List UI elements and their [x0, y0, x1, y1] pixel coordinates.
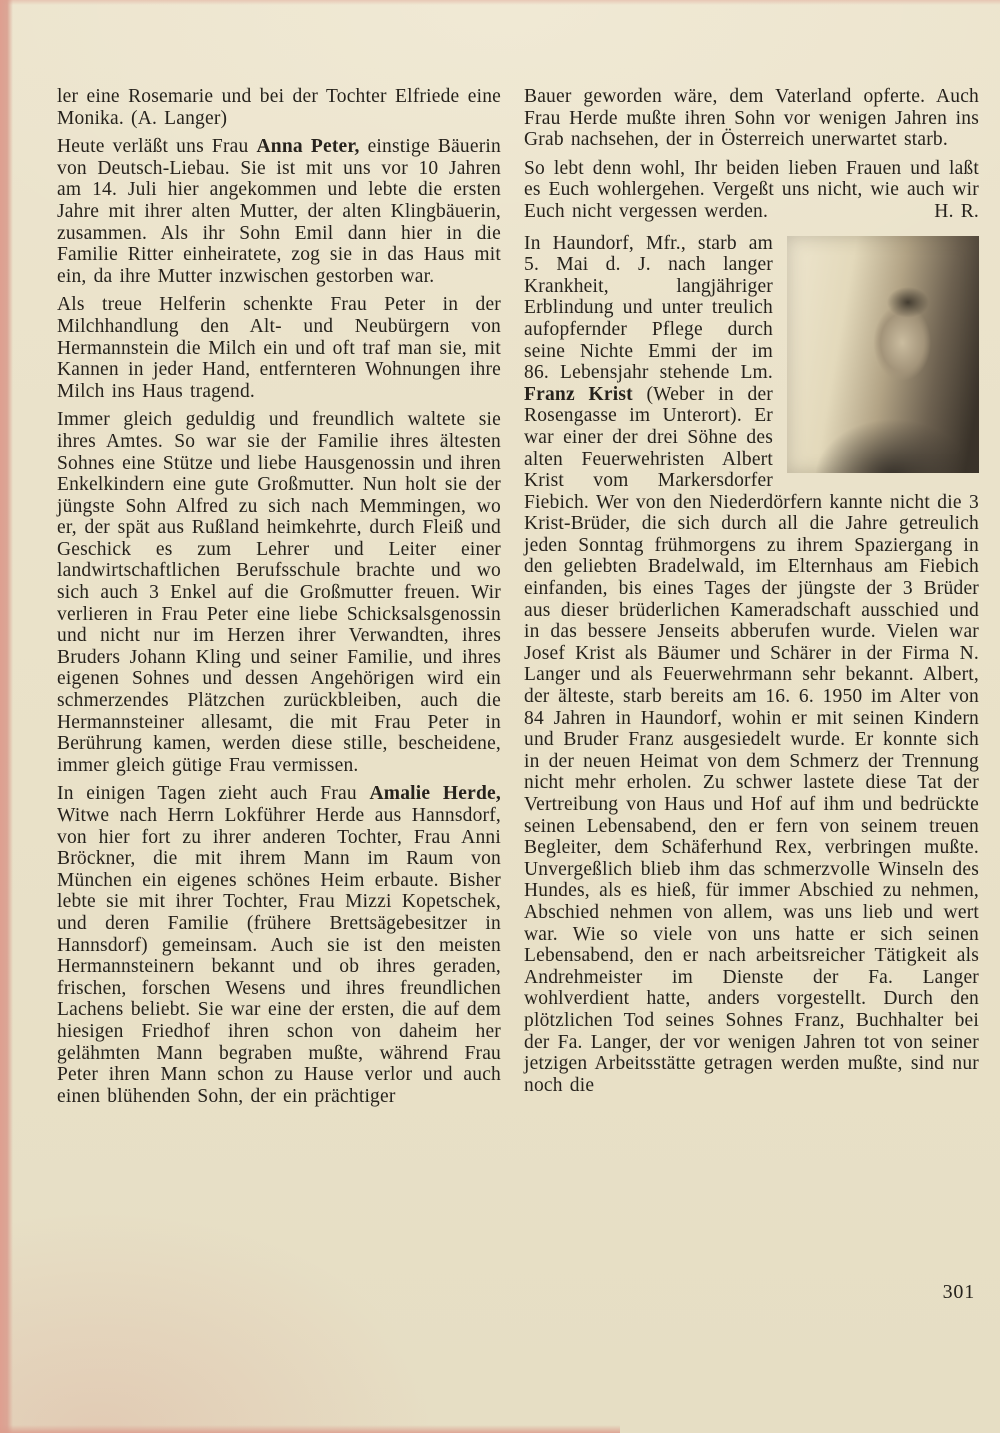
text-run: Witwe nach Herrn Lokführer Herde aus Hannsdorf, von hier fort zu ihrer anderen Tochter, Frau Anni Bröckner, die mit ihrem Mann im Raum von München ein eigenes schönes Heim erbaute. Bisher lebte sie mit ihrer Tochter, Frau Mizzi Kopetschek, und deren Familie (frühere Brettsägebesitzer in Hannsdorf) gemeinsam. Auch sie ist den meisten Hermannsteinern bekannt und ob ihres geraden, frischen, forschen Wesens und ihres freundlichen Lachens beliebt. Sie war eine der ersten, die auf dem hiesigen Friedhof ihren schon von daheim her gelähmten Mann begraben mußte, während Frau Peter ihren Mann schon zu Hause verlor und auch einen blühenden Sohn, der ein prächtiger — [57, 805, 501, 1107]
paragraph-amalie-herde — [57, 783, 501, 1107]
paragraph-milchhandlung — [57, 294, 501, 402]
text-run: (Weber in der Rosengasse im Unterort). Er war einer der drei Söhne des alten Feuerwehristen Albert Krist vom Markersdorfer Fiebich. Wer von den Niederdörfern kannte nicht die 3 Krist-Brüder, die sich durch all die Jahre getreulich jeden Sonntag frühmorgens zu ihrem Spaziergang in den geliebten Bradelwald, im Elternhaus am Fiebich einfanden, bis eines Tages der jüngste der 3 Brüder aus dieser brüderlichen Kameradschaft ausschied und in das bessere Jenseits abberufen wurde. Vielen war Josef Krist als Bäumer und Schärer in der Firma N. Langer und als Feuerwehrmann sehr bekannt. Albert, der älteste, starb bereits am 16. 6. 1950 im Alter von 84 Jahren in Haundorf, wohin er mit seinen Kindern und Bruder Franz ausgesiedelt wurde. Er konnte sich in der neuen Heimat von dem Schmerz der Trennung nicht mehr erholen. Zu schwer lastete diese Tat der Vertreibung von Haus und Hof auf ihm und bedrückte seinen Lebensabend, den er fern von seinem treuen Begleiter, dem Schäferhund Rex, verbringen mußte. Unvergeßlich blieb ihm das schmerzvolle Winseln des Hundes, als es hieß, für immer Abschied zu nehmen, Abschied nehmen von allem, was uns lieb und wert war. Wie so viele von uns hatte er sich seinen Lebensabend, den er nach arbeitsreicher Tätigkeit als Andrehmeister im Dienste der Fa. Langer wohlverdient hatte, anders vorgestellt. Durch den plötzlichen Tod seines Sohnes Franz, Buchhalter bei der Fa. Langer, der vor wenigen Jahren tot von seiner jetzigen Arbeitsstätte getragen werden mußte, sind nur noch die — [524, 383, 979, 1096]
bold-text: Franz Krist — [524, 383, 633, 405]
text-run: In einigen Tagen zieht auch Frau — [57, 783, 370, 805]
page-edge-bottom — [0, 1425, 620, 1433]
paragraph-anna-peter — [57, 136, 501, 287]
signature-initials: H. R. — [934, 200, 979, 222]
page-edge-left — [0, 0, 13, 1433]
paragraph-continuation — [57, 86, 501, 129]
paragraph-farewell — [524, 158, 979, 223]
text-run: Als treue Helferin schenkte Frau Peter in der Milchhandlung den Alt- und Neubürgern von Hermannstein die Milch ein und oft traf man sie, mit Kannen in jeder Hand, entfernteren Wohnungen ihre Milch ins Haus tragend. — [57, 294, 501, 402]
text-run: So lebt denn wohl, Ihr beiden lieben Frauen und laßt es Euch wohlergehen. Vergeßt uns nicht, wie auch wir Euch nicht vergessen werden. — [524, 157, 979, 222]
text-run: In Haundorf, Mfr., starb am 5. Mai d. J. nach langer Krankheit, langjähriger Erblindung und unter treulich aufopfernder Pflege durch seine Nichte Emmi der im 86. Lebensjahr stehende Lm. — [524, 232, 773, 384]
paragraph-bauer-vaterland — [524, 86, 979, 151]
text-run: einstige Bäuerin von Deutsch-Liebau. Sie ist mit uns vor 10 Jahren am 14. Juli hier angekommen und lebte die ersten Jahre mit ihrer alten Mutter, der alten Klingbäuerin, zusammen. Als ihr Sohn Emil dann hier in die Familie Ritter einheiratete, zog sie in das Haus mit ein, da ihre Mutter inzwischen gestorben war. — [57, 136, 501, 287]
bold-text: Anna Peter, — [256, 136, 360, 158]
right-column — [524, 86, 979, 1103]
page-edge-top — [0, 0, 1000, 5]
page-number: 301 — [942, 1281, 975, 1303]
paragraph-franz-krist — [524, 233, 979, 1097]
text-run: Immer gleich geduldig und freundlich waltete sie ihres Amtes. So war sie der Familie ihres ältesten Sohnes eine Stütze und liebe Hausgenossin und ihren Enkelkindern eine gute Großmutter. Nun holt sie der jüngste Sohn Alfred zu sich nach Memmingen, wo er, der spät aus Rußland heimkehrte, durch Fleiß und Geschick es zum Lehrer und Leiter einer landwirtschaftlichen Berufsschule brachte und wo sich auch 3 Enkel auf die Großmutter freuen. Wir verlieren in Frau Peter eine liebe Schicksalsgenossin und nicht nur im Herzen ihrer Verwandten, ihres Bruders Johann Kling und seiner Familie, und ihres eigenen Sohnes und dessen Angehörigen wird ein schmerzendes Plätzchen zurückbleiben, auch die Hermannsteiner allesamt, die mit Frau Peter in Berührung kamen, werden diese stille, bescheidene, immer gleich gütige Frau vermissen. — [57, 409, 501, 776]
text-run: Bauer geworden wäre, dem Vaterland opferte. Auch Frau Herde mußte ihren Sohn vor wenigen Jahren ins Grab nachsehen, der in Österreich unerwartet starb. — [524, 86, 979, 151]
paragraph-grossmutter — [57, 409, 501, 776]
bold-text: Amalie Herde, — [369, 783, 501, 805]
left-column — [57, 86, 501, 1114]
portrait-photo — [787, 236, 979, 473]
text-run: ler eine Rosemarie und bei der Tochter Elfriede eine Monika. (A. Langer) — [57, 86, 501, 129]
text-run: Heute verläßt uns Frau — [57, 136, 257, 158]
